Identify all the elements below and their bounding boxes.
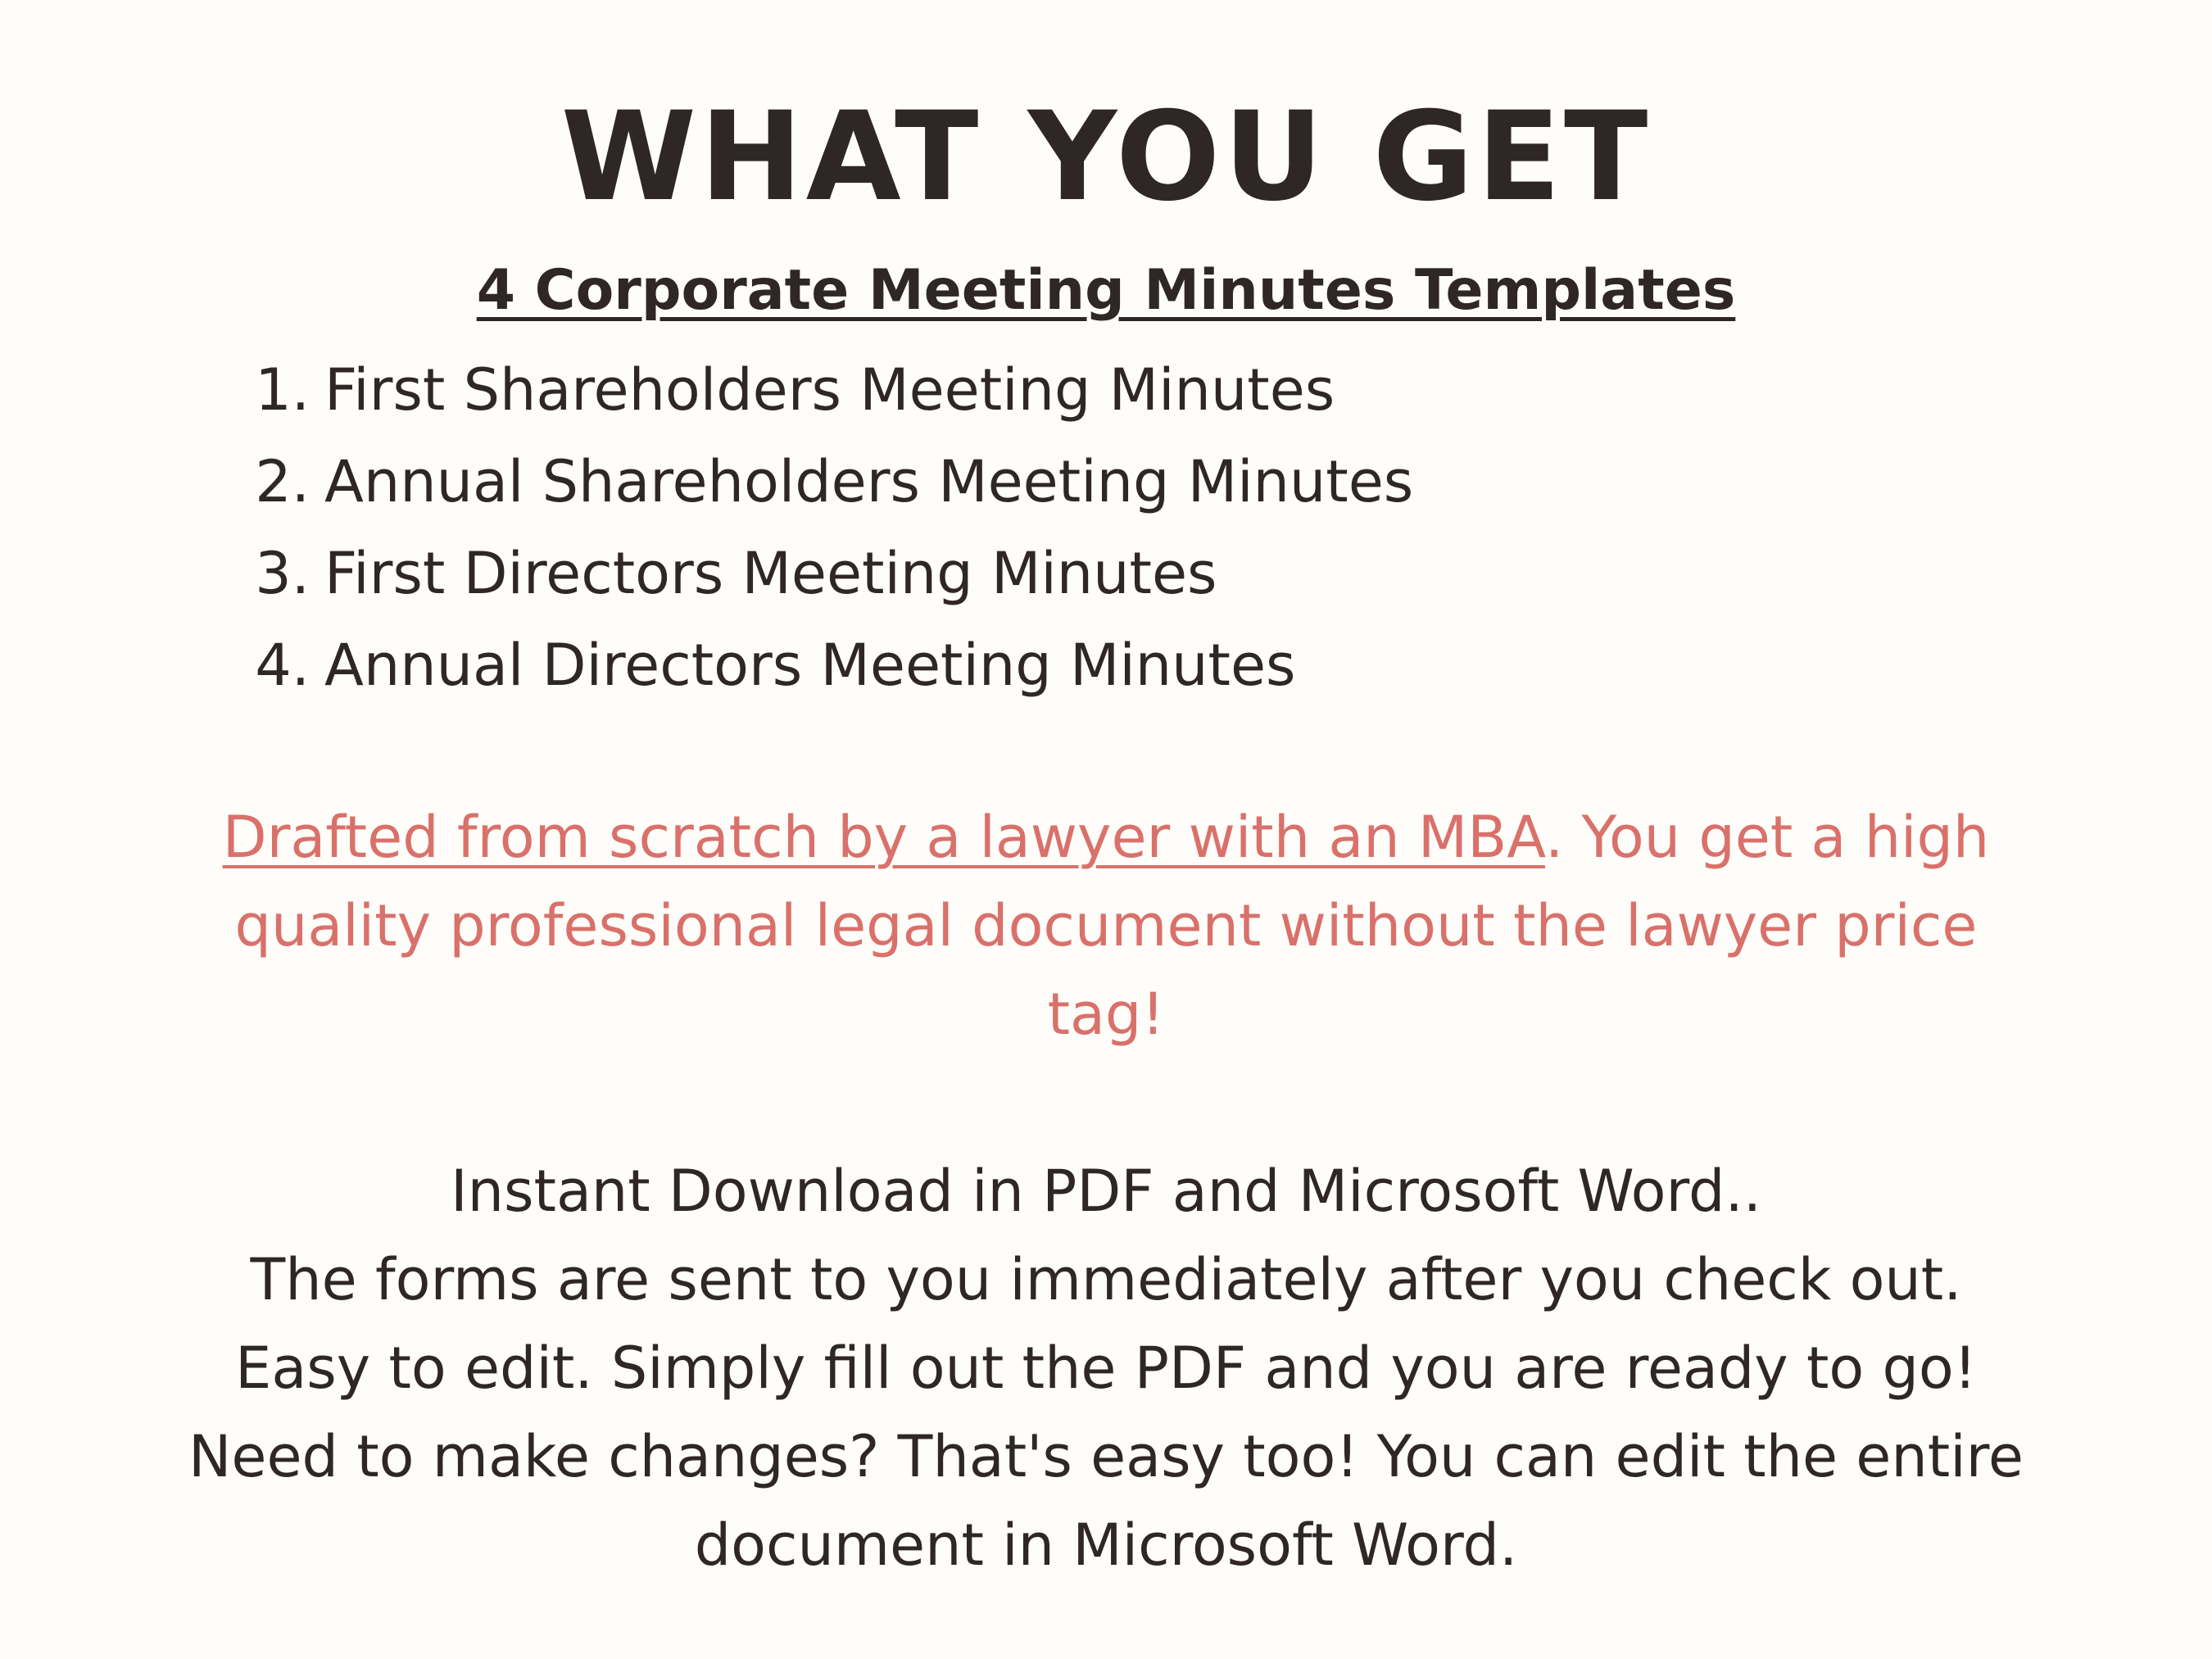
list-item-label: First Shareholders Meeting Minutes bbox=[324, 356, 1335, 424]
list-item-label: Annual Directors Meeting Minutes bbox=[324, 632, 1296, 699]
lawyer-highlight bbox=[197, 793, 2015, 1058]
info-line: Instant Download in PDF and Microsoft Word.. bbox=[451, 1158, 1761, 1225]
list-item bbox=[229, 619, 1413, 711]
info-line: The forms are sent to you immediately after you check out. bbox=[250, 1246, 1962, 1313]
download-info bbox=[0, 1147, 2212, 1589]
list-item bbox=[229, 436, 1413, 528]
page-title: WHAT YOU GET bbox=[560, 86, 1652, 229]
list-item-number: 3. bbox=[255, 540, 310, 607]
list-item-label: First Directors Meeting Minutes bbox=[324, 540, 1217, 607]
info-line: Need to make changes? That's easy too! You can edit the entire bbox=[188, 1423, 2024, 1490]
templates-subtitle-text: 4 Corporate Meeting Minutes Templates bbox=[476, 258, 1736, 323]
templates-subtitle bbox=[0, 258, 2212, 324]
list-item-number: 1. bbox=[255, 356, 310, 424]
list-item bbox=[229, 344, 1413, 436]
list-item-number: 4. bbox=[255, 632, 310, 699]
info-line: document in Microsoft Word. bbox=[694, 1512, 1518, 1579]
info-line: Easy to edit. Simply fill out the PDF and you are ready to go! bbox=[235, 1335, 1977, 1402]
list-item-label: Annual Shareholders Meeting Minutes bbox=[324, 448, 1414, 515]
list-item-number: 2. bbox=[255, 448, 310, 515]
lawyer-highlight-text: . You get a high quality professional legal document without the lawyer price tag! bbox=[234, 804, 1990, 1048]
templates-list bbox=[229, 344, 1413, 711]
list-item bbox=[229, 528, 1413, 619]
lawyer-link[interactable]: Drafted from scratch by a lawyer with an MBA bbox=[222, 804, 1545, 871]
